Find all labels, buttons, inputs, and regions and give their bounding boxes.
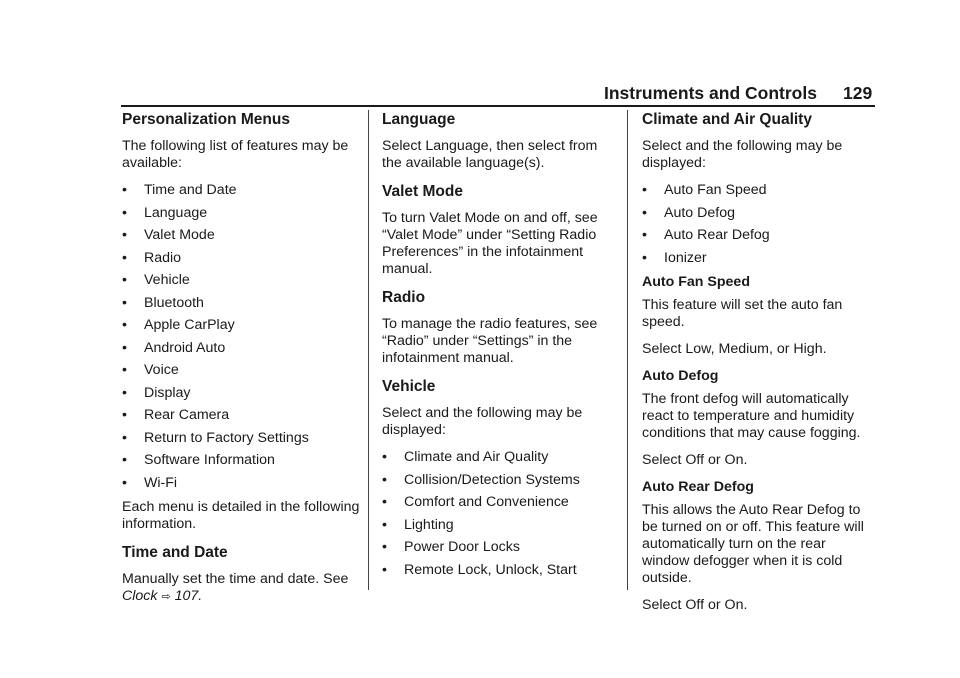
feature-list-item xyxy=(122,227,362,244)
page-ref-arrow-icon: ⇨ xyxy=(161,590,171,603)
vehicle-list-item xyxy=(382,562,618,579)
climate-list xyxy=(642,182,876,267)
language-text: Select Language, then select from the available language(s). xyxy=(382,138,598,171)
climate-list-item xyxy=(642,205,876,222)
column-2 xyxy=(382,110,618,586)
time-text xyxy=(122,571,362,606)
bullet-icon: • xyxy=(122,182,127,198)
defog-text-2: Select Off or On. xyxy=(642,451,748,468)
bullet-icon: • xyxy=(642,204,647,221)
climate-list-item-label: Auto Defog xyxy=(664,204,735,221)
bullet-icon: • xyxy=(122,249,127,266)
bullet-icon: • xyxy=(642,249,647,266)
vehicle-list-item xyxy=(382,494,618,511)
feature-list-item-label: Return to Factory Settings xyxy=(144,429,309,446)
rear-text-1: This allows the Auto Rear Defog to be turned on or off. This feature will automatically turn on the rear window defogger when it is cold outside. xyxy=(642,501,864,586)
feature-list-item xyxy=(122,475,362,492)
feature-list-item xyxy=(122,362,362,379)
feature-list-item xyxy=(122,182,362,199)
climate-list-item xyxy=(642,182,876,199)
feature-list-item-label: Rear Camera xyxy=(144,407,230,423)
feature-list-item-label: Wi-Fi xyxy=(144,474,178,491)
bullet-icon: • xyxy=(122,272,127,288)
bullet-icon: • xyxy=(122,317,127,333)
heading-personalization-menus: Personalization Menus xyxy=(122,111,290,128)
feature-list-item-label: Apple CarPlay xyxy=(144,317,235,333)
column-divider-2 xyxy=(627,110,628,590)
intro-text: The following list of features may be available: xyxy=(122,138,349,171)
bullet-icon: • xyxy=(122,474,127,491)
bullet-icon: • xyxy=(382,449,387,465)
clock-ref-page: 107 xyxy=(174,587,199,604)
vehicle-list-item xyxy=(382,517,618,534)
subheading-auto-rear-defog: Auto Rear Defog xyxy=(642,478,754,495)
feature-list-item-label: Language xyxy=(144,204,208,221)
feature-list-item-label: Vehicle xyxy=(144,272,190,288)
heading-time-and-date: Time and Date xyxy=(122,543,228,561)
climate-intro: Select and the following may be displayed: xyxy=(642,138,843,171)
climate-list-item-label: Ionizer xyxy=(664,249,707,266)
bullet-icon: • xyxy=(122,362,127,378)
bullet-icon: • xyxy=(382,471,387,488)
feature-list-item-label: Bluetooth xyxy=(144,294,204,311)
vehicle-list xyxy=(382,449,618,579)
vehicle-list-item-label: Climate and Air Quality xyxy=(404,449,549,465)
vehicle-list-item-label: Collision/Detection Systems xyxy=(404,471,580,488)
heading-valet-mode: Valet Mode xyxy=(382,183,463,200)
feature-list-item xyxy=(122,295,362,312)
defog-text-1: The front defog will automatically react to temperature and humidity conditions that may cause fogging. xyxy=(642,390,861,441)
header-rule xyxy=(121,105,875,107)
vehicle-list-item-label: Remote Lock, Unlock, Start xyxy=(404,561,577,578)
bullet-icon: • xyxy=(642,227,647,243)
feature-list-item xyxy=(122,452,362,469)
heading-climate: Climate and Air Quality xyxy=(642,111,812,128)
feature-list-item xyxy=(122,272,362,289)
climate-list-item xyxy=(642,227,876,244)
column-divider-1 xyxy=(368,110,369,590)
radio-text: To manage the radio features, see “Radio” under “Settings” in the infotainment manual. xyxy=(382,316,598,366)
bullet-icon: • xyxy=(122,407,127,423)
vehicle-list-item xyxy=(382,449,618,466)
page-number: 129 xyxy=(843,83,873,103)
vehicle-list-item xyxy=(382,472,618,489)
column-3 xyxy=(642,110,876,624)
vehicle-list-item-label: Lighting xyxy=(404,516,454,533)
column-1 xyxy=(122,110,362,616)
feature-list-item xyxy=(122,205,362,222)
feature-list-item-label: Radio xyxy=(144,249,182,266)
time-desc: Manually set the time and date. See xyxy=(122,570,349,587)
climate-list-item-label: Auto Rear Defog xyxy=(664,227,770,243)
fan-text-2: Select Low, Medium, or High. xyxy=(642,340,827,357)
feature-list-item xyxy=(122,250,362,267)
climate-list-item-label: Auto Fan Speed xyxy=(664,182,767,198)
feature-list-item xyxy=(122,407,362,424)
vehicle-list-item-label: Comfort and Convenience xyxy=(404,494,569,510)
rear-text-2: Select Off or On. xyxy=(642,596,748,613)
bullet-icon: • xyxy=(642,182,647,198)
feature-list-item-label: Time and Date xyxy=(144,182,237,198)
bullet-icon: • xyxy=(382,516,387,533)
feature-list-item-label: Voice xyxy=(144,362,179,378)
vehicle-text: Select and the following may be displayed: xyxy=(382,405,583,438)
feature-list-item xyxy=(122,317,362,334)
climate-list-item xyxy=(642,250,876,267)
page-header xyxy=(0,80,960,108)
bullet-icon: • xyxy=(122,227,127,243)
feature-list-item-label: Software Information xyxy=(144,452,275,468)
bullet-icon: • xyxy=(122,452,127,468)
heading-vehicle: Vehicle xyxy=(382,378,436,395)
valet-text: To turn Valet Mode on and off, see “Valet Mode” under “Setting Radio Preferences” in the infotainment manual. xyxy=(382,210,598,277)
feature-list-item-label: Display xyxy=(144,384,191,401)
outro-text: Each menu is detailed in the following information. xyxy=(122,498,360,532)
clock-ref-label: Clock xyxy=(122,587,158,604)
subheading-auto-fan-speed: Auto Fan Speed xyxy=(642,273,750,290)
section-title: Instruments and Controls xyxy=(604,83,817,103)
heading-radio: Radio xyxy=(382,289,426,306)
feature-list xyxy=(122,182,362,492)
bullet-icon: • xyxy=(122,429,127,446)
bullet-icon: • xyxy=(122,204,127,221)
feature-list-item xyxy=(122,340,362,357)
feature-list-item xyxy=(122,430,362,447)
feature-list-item-label: Valet Mode xyxy=(144,227,215,243)
feature-list-item xyxy=(122,385,362,402)
bullet-icon: • xyxy=(382,539,387,555)
fan-text-1: This feature will set the auto fan speed. xyxy=(642,296,843,330)
bullet-icon: • xyxy=(122,384,127,401)
bullet-icon: • xyxy=(382,561,387,578)
subheading-auto-defog: Auto Defog xyxy=(642,367,719,384)
bullet-icon: • xyxy=(122,339,127,356)
bullet-icon: • xyxy=(382,494,387,510)
heading-language: Language xyxy=(382,111,456,128)
vehicle-list-item-label: Power Door Locks xyxy=(404,539,520,555)
bullet-icon: • xyxy=(122,294,127,311)
vehicle-list-item xyxy=(382,539,618,556)
feature-list-item-label: Android Auto xyxy=(144,339,226,356)
clock-reference-link[interactable]: Clock ⇨ 107. xyxy=(122,587,203,604)
